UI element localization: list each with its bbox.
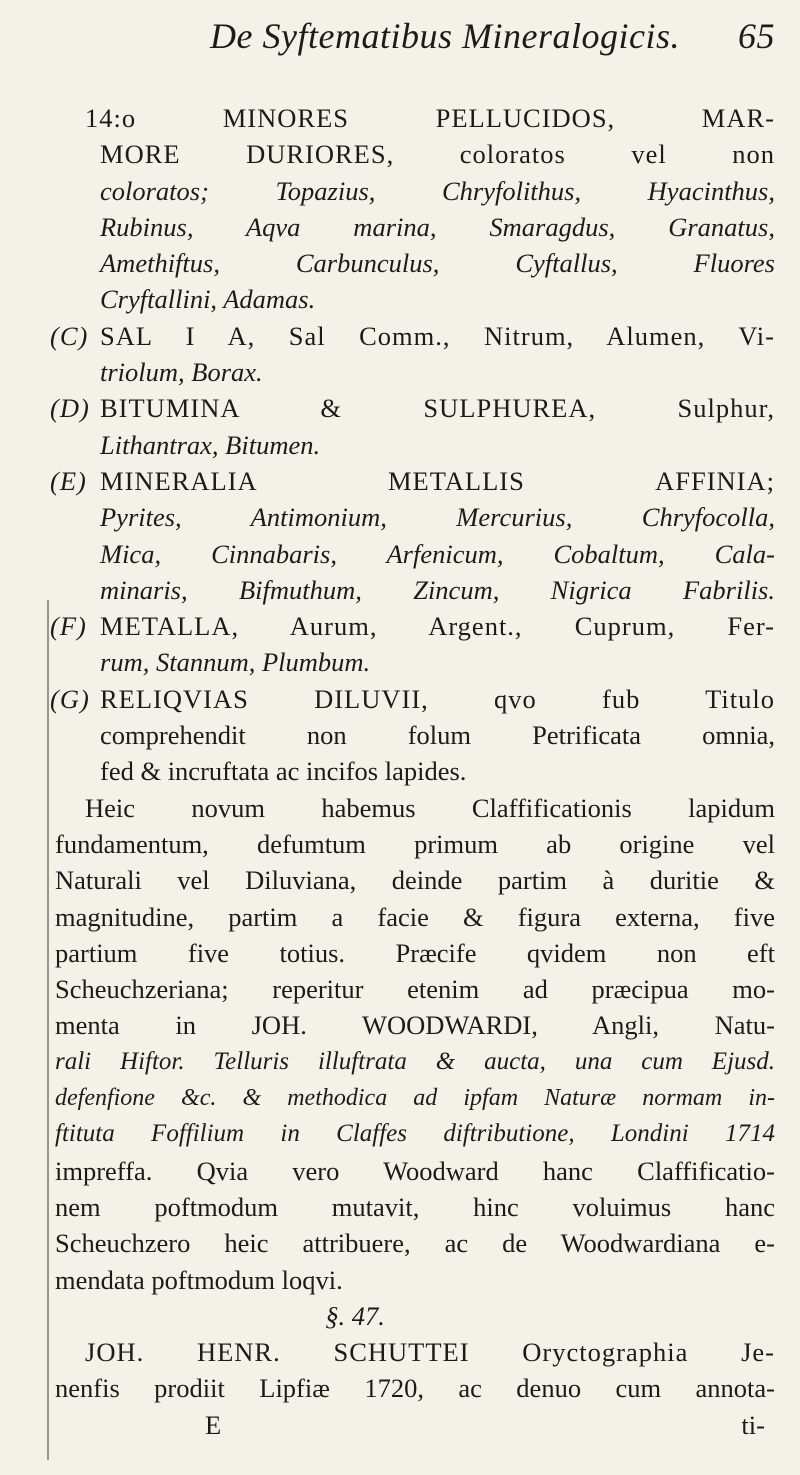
text-line: Scheuchzero heic attribuere, ac de Woodwardiana e- (55, 1228, 775, 1259)
running-title: De Syftematibus Mineralogicis. (210, 16, 680, 56)
text-line: Mica, Cinnabaris, Arfenicum, Cobaltum, Cala- (100, 538, 775, 569)
text-line: Naturali vel Diluviana, deinde partim à duritie & (55, 865, 775, 896)
line-text: BITUMINA & SULPHUREA, Sulphur, (100, 393, 775, 424)
text-line: nenfis prodiit Lipfiæ 1720, ac denuo cum annota- (55, 1373, 775, 1404)
text-line: fundamentum, defumtum primum ab origine vel (55, 828, 775, 859)
left-margin-rule (47, 600, 49, 1460)
text-line: 14:o MINORES PELLUCIDOS, MAR- (85, 103, 775, 133)
section-label-d: (D) (50, 393, 90, 424)
section-label-e: (E) (50, 465, 87, 496)
text-line: coloratos; Topazius, Chryfolithus, Hyacinthus, (100, 175, 775, 206)
line-text: SAL I A, Sal Comm., Nitrum, Alumen, Vi- (100, 320, 775, 351)
text-line: Lithantrax, Bitumen. (100, 429, 321, 460)
text-line: Heic novum habemus Claffificationis lapidum (85, 792, 775, 823)
text-line: ftituta Foffilium in Claffes diftributione, Londini 1714 (55, 1120, 775, 1148)
text-line: menta in JOH. WOODWARDI, Angli, Natu- (55, 1010, 775, 1041)
text-line: impreffa. Qvia vero Woodward hanc Claffificatio- (55, 1155, 775, 1186)
section-label-g: (G) (50, 683, 90, 714)
text-line (50, 318, 775, 354)
text-line: fed & incruftata ac incifos lapides. (100, 756, 467, 787)
catchword-line: E ti- (205, 1409, 765, 1440)
section-label-c: (C) (50, 320, 89, 351)
section-mark: §. 47. (325, 1300, 385, 1331)
text-line: Rubinus, Aqva marina, Smaragdus, Granatus, (100, 211, 775, 242)
text-line: partium five totius. Præcife qvidem non eft (55, 937, 775, 968)
text-line: JOH. HENR. SCHUTTEI Oryctographia Je- (85, 1337, 775, 1368)
text-line (50, 681, 775, 717)
text-line: triolum, Borax. (100, 357, 263, 388)
text-line: Amethiftus, Carbunculus, Cyftallus, Fluores (100, 248, 775, 279)
text-line: Pyrites, Antimonium, Mercurius, Chryfocolla, (100, 502, 775, 533)
text-line (50, 463, 775, 499)
text-line: rum, Stannum, Plumbum. (100, 647, 371, 678)
line-text: MINERALIA METALLIS AFFINIA; (100, 465, 775, 496)
text-line (50, 608, 775, 644)
text-line: rali Hiftor. Telluris illuftrata & aucta, una cum Ejusd. (55, 1047, 775, 1075)
page-number: 65 (738, 16, 775, 56)
text-line: defenfione &c. & methodica ad ipfam Naturæ normam in- (55, 1085, 775, 1112)
text-line: comprehendit non folum Petrificata omnia, (100, 720, 775, 751)
text-line: magnitudine, partim a facie & figura externa, five (55, 901, 775, 932)
text-line: mendata poftmodum loqvi. (55, 1264, 343, 1295)
text-line: Scheuchzeriana; reperitur etenim ad præcipua mo- (55, 974, 775, 1005)
text-line: MORE DURIORES, coloratos vel non (100, 139, 775, 170)
section-label-f: (F) (50, 611, 87, 642)
text-line (50, 390, 775, 426)
text-line: nem poftmodum mutavit, hinc voluimus hanc (55, 1191, 775, 1222)
line-text: METALLA, Aurum, Argent., Cuprum, Fer- (100, 611, 775, 642)
text-line: Cryftallini, Adamas. (100, 284, 316, 315)
running-header (120, 15, 775, 57)
text-body (50, 100, 775, 1443)
text-line: minaris, Bifmuthum, Zincum, Nigrica Fabrilis. (100, 574, 775, 605)
line-text: RELIQVIAS DILUVII, qvo fub Titulo (100, 683, 775, 714)
